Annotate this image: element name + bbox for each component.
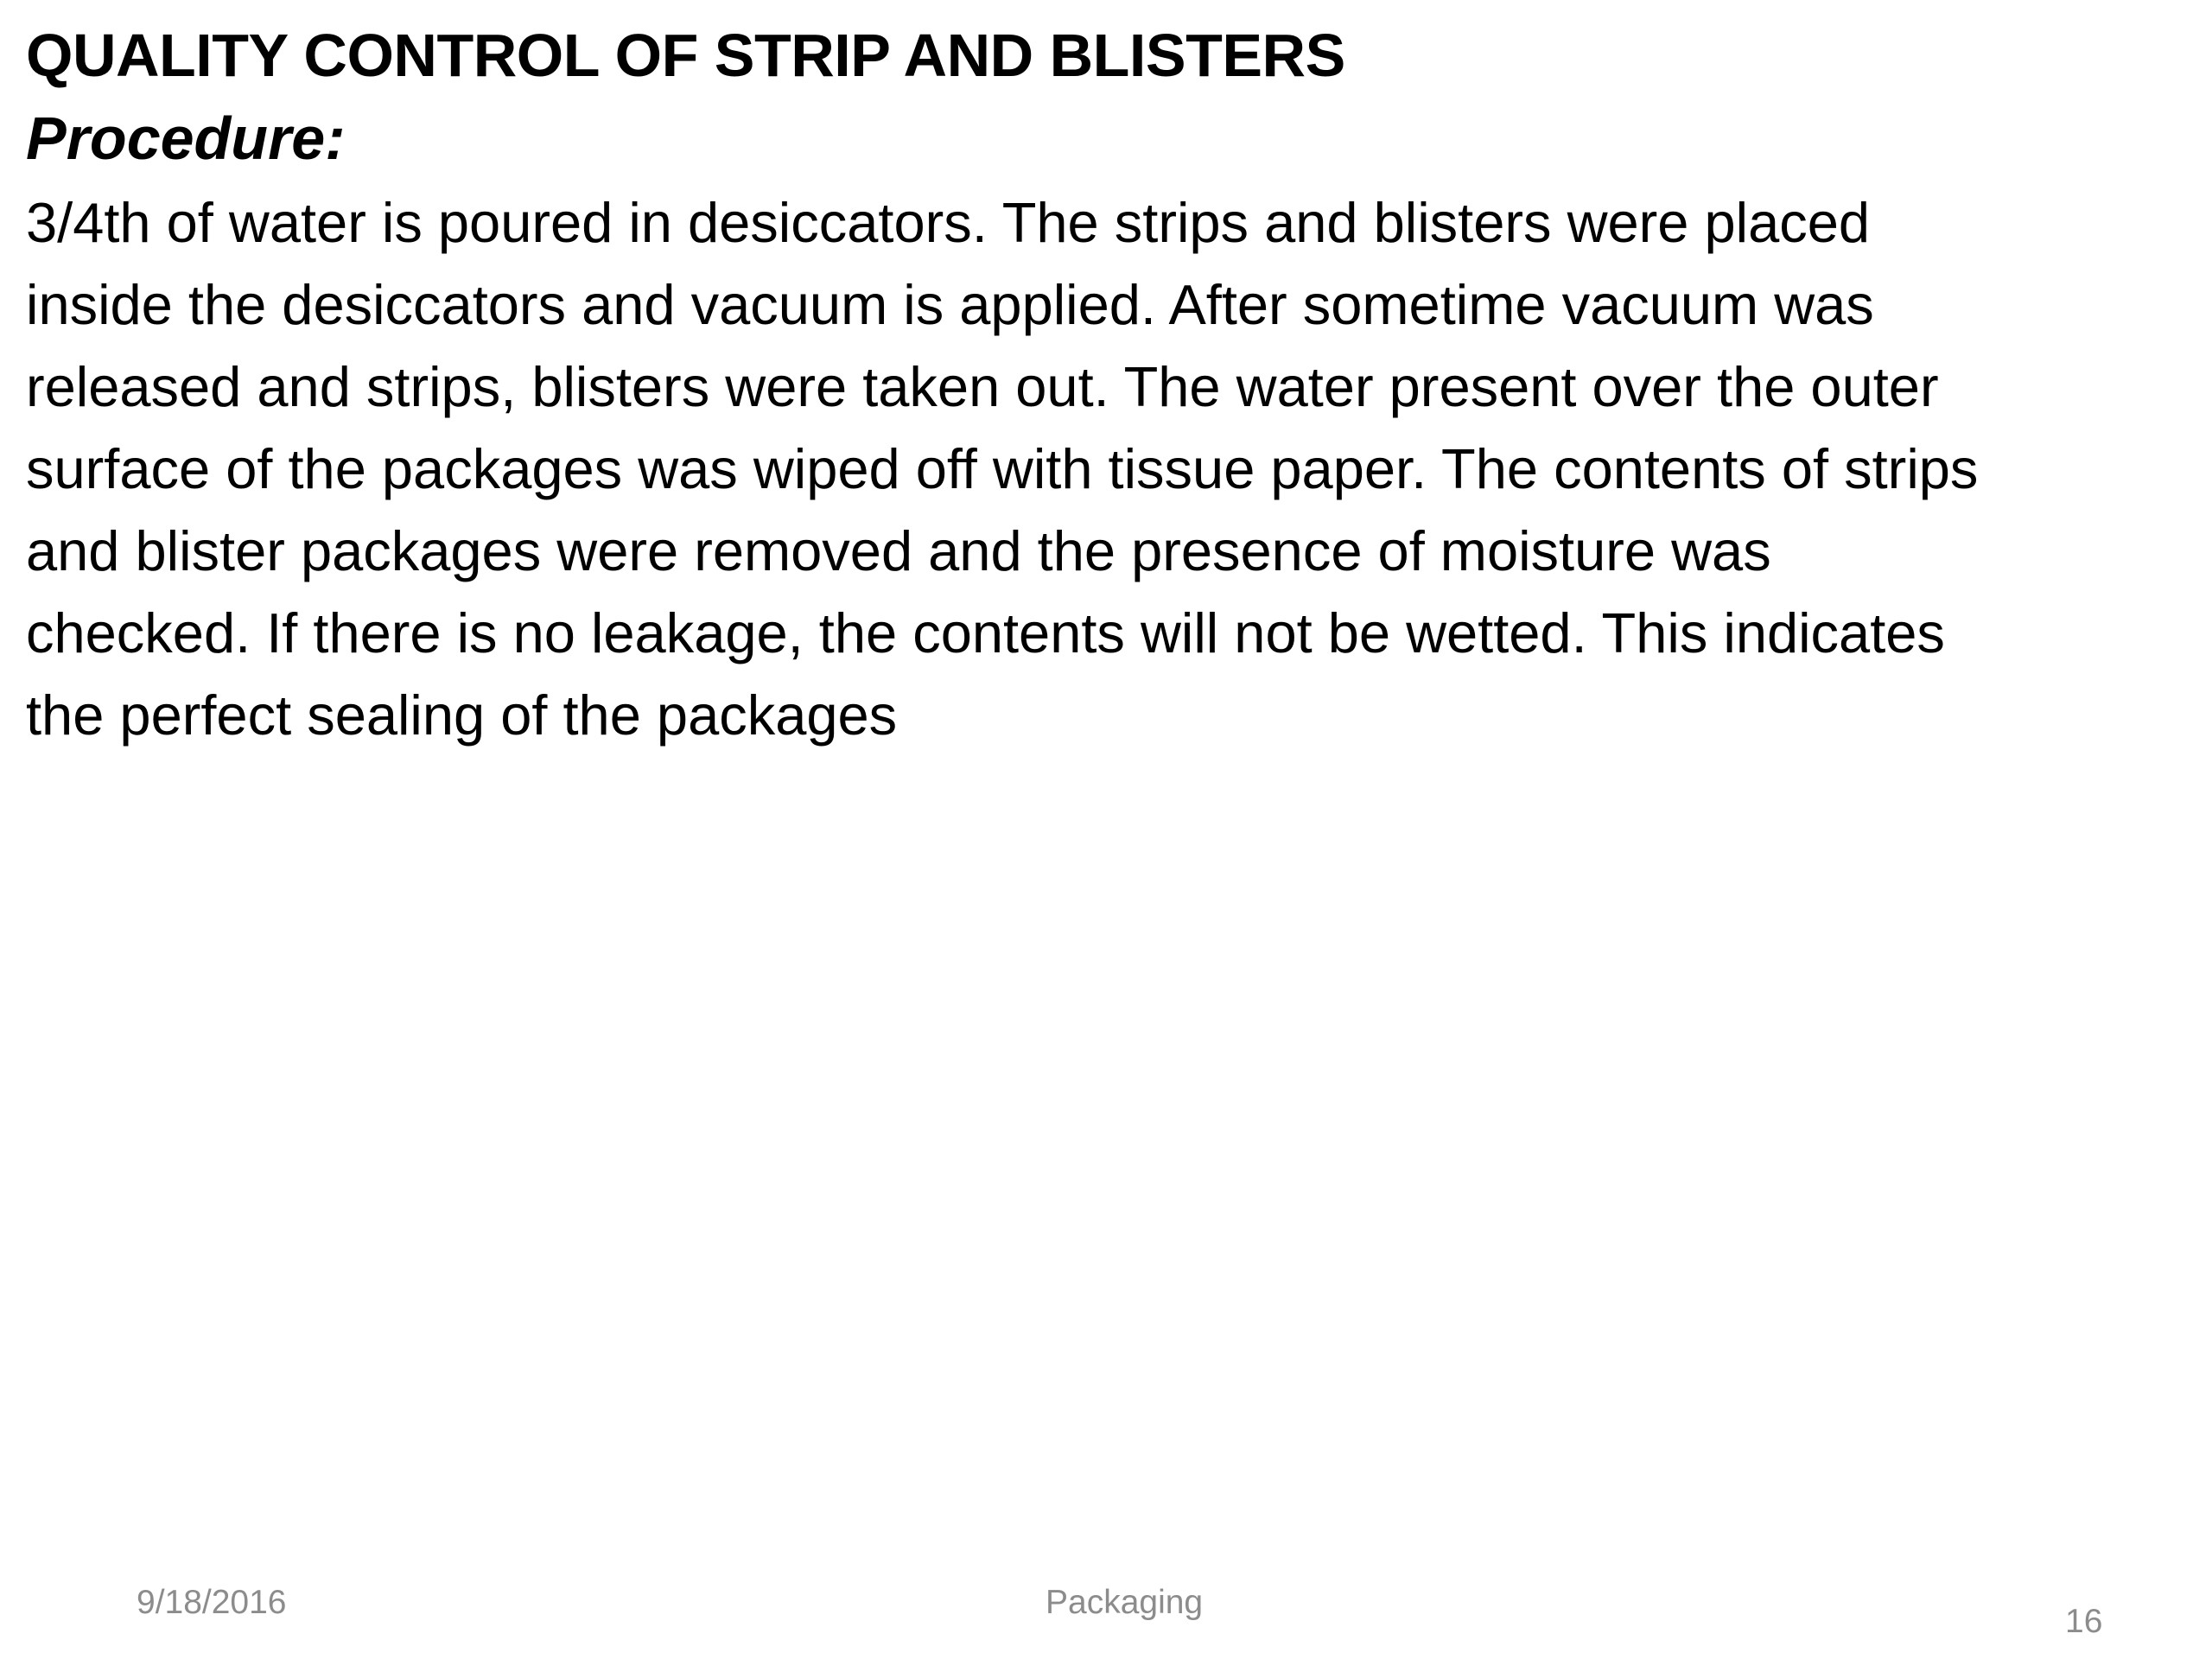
footer-title: Packaging — [1046, 1584, 1204, 1621]
slide-content — [26, 16, 2186, 756]
procedure-paragraph — [26, 181, 2186, 756]
procedure-heading: Procedure: — [26, 105, 346, 172]
paragraph-line: surface of the packages was wiped off with tissue paper. The contents of strips — [26, 437, 1979, 500]
paragraph-line: 3/4th of water is poured in desiccators. The strips and blisters were placed — [26, 191, 1871, 254]
paragraph-line: and blister packages were removed and the presence of moisture was — [26, 519, 1771, 582]
slide-title: QUALITY CONTROL OF STRIP AND BLISTERS — [26, 22, 1345, 89]
paragraph-line: the perfect sealing of the packages — [26, 683, 898, 747]
paragraph-line: checked. If there is no leakage, the contents will not be wetted. This indicates — [26, 601, 1945, 664]
paragraph-line: inside the desiccators and vacuum is applied. After sometime vacuum was — [26, 273, 1874, 336]
paragraph-line: released and strips, blisters were taken out. The water present over the outer — [26, 355, 1939, 418]
footer-date: 9/18/2016 — [137, 1584, 287, 1621]
slide-number: 16 — [2065, 1603, 2103, 1640]
